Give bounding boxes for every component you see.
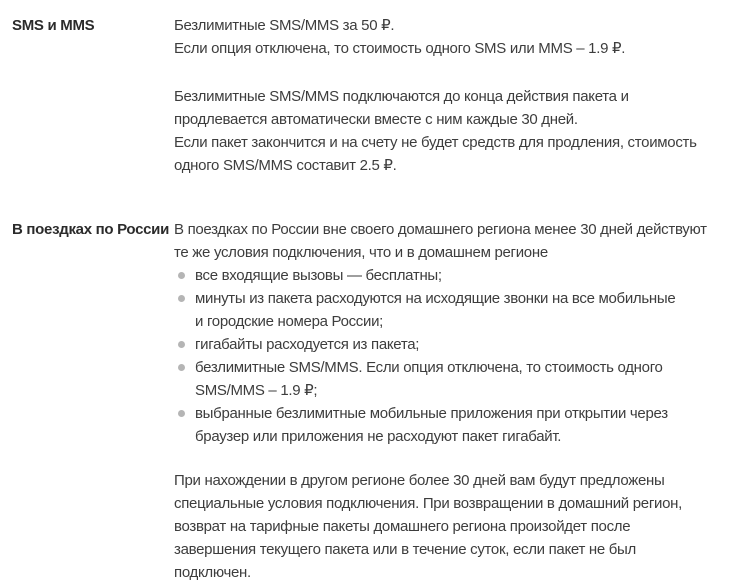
bullet-icon [178, 410, 185, 417]
text-line: Если опция отключена, то стоимость одного SMS или MMS – 1.9 ₽. [174, 40, 626, 57]
text-line: продлевается автоматически вместе с ним каждые 30 дней. [174, 111, 578, 128]
text-line: гигабайты расходуется из пакета; [195, 336, 420, 353]
text-line: выбранные безлимитные мобильные приложения при открытии через [195, 405, 668, 422]
paragraph-travel-intro [174, 218, 729, 264]
text-line: возврат на тарифные пакеты домашнего региона произойдет после [174, 518, 631, 535]
text-line: все входящие вызовы — бесплатны; [195, 267, 442, 284]
list-item [174, 356, 729, 402]
text-line: Безлимитные SMS/MMS за 50 ₽. [174, 17, 395, 34]
section-content-travel-russia [174, 218, 729, 584]
text-line: те же условия подключения, что и в домашнем регионе [174, 244, 548, 261]
section-content-sms-mms [174, 14, 729, 177]
text-line: подключен. [174, 564, 251, 581]
travel-conditions-list [174, 264, 729, 448]
list-item [174, 287, 729, 333]
bullet-icon [178, 272, 185, 279]
text-line: Если пакет закончится и на счету не будет средств для продления, стоимость [174, 134, 697, 151]
text-line: В поездках по России вне своего домашнего региона менее 30 дней действуют [174, 221, 707, 238]
text-line: завершения текущего пакета или в течение суток, если пакет не был [174, 541, 636, 558]
text-line: SMS/MMS – 1.9 ₽; [195, 382, 318, 399]
list-item [174, 402, 729, 448]
text-line: безлимитные SMS/MMS. Если опция отключена, то стоимость одного [195, 359, 663, 376]
paragraph-other-region [174, 469, 729, 584]
text-line: Безлимитные SMS/MMS подключаются до конца действия пакета и [174, 88, 629, 105]
bullet-icon [178, 364, 185, 371]
paragraph-sms-renewal [174, 85, 729, 177]
text-line: и городские номера России; [195, 313, 384, 330]
section-label-sms-mms: SMS и MMS [12, 17, 95, 34]
text-line: браузер или приложения не расходуют пакет гигабайт. [195, 428, 562, 445]
section-travel-russia [0, 218, 741, 584]
section-label-travel-russia: В поездках по России [12, 221, 170, 238]
bullet-icon [178, 341, 185, 348]
text-line: При нахождении в другом регионе более 30 дней вам будут предложены [174, 472, 665, 489]
list-item [174, 264, 729, 287]
list-item [174, 333, 729, 356]
text-line: одного SMS/MMS составит 2.5 ₽. [174, 157, 397, 174]
paragraph-sms-price [174, 14, 729, 60]
text-line: минуты из пакета расходуются на исходящие звонки на все мобильные [195, 290, 676, 307]
text-line: специальные условия подключения. При возвращении в домашний регион, [174, 495, 682, 512]
section-sms-mms [0, 14, 741, 177]
bullet-icon [178, 295, 185, 302]
